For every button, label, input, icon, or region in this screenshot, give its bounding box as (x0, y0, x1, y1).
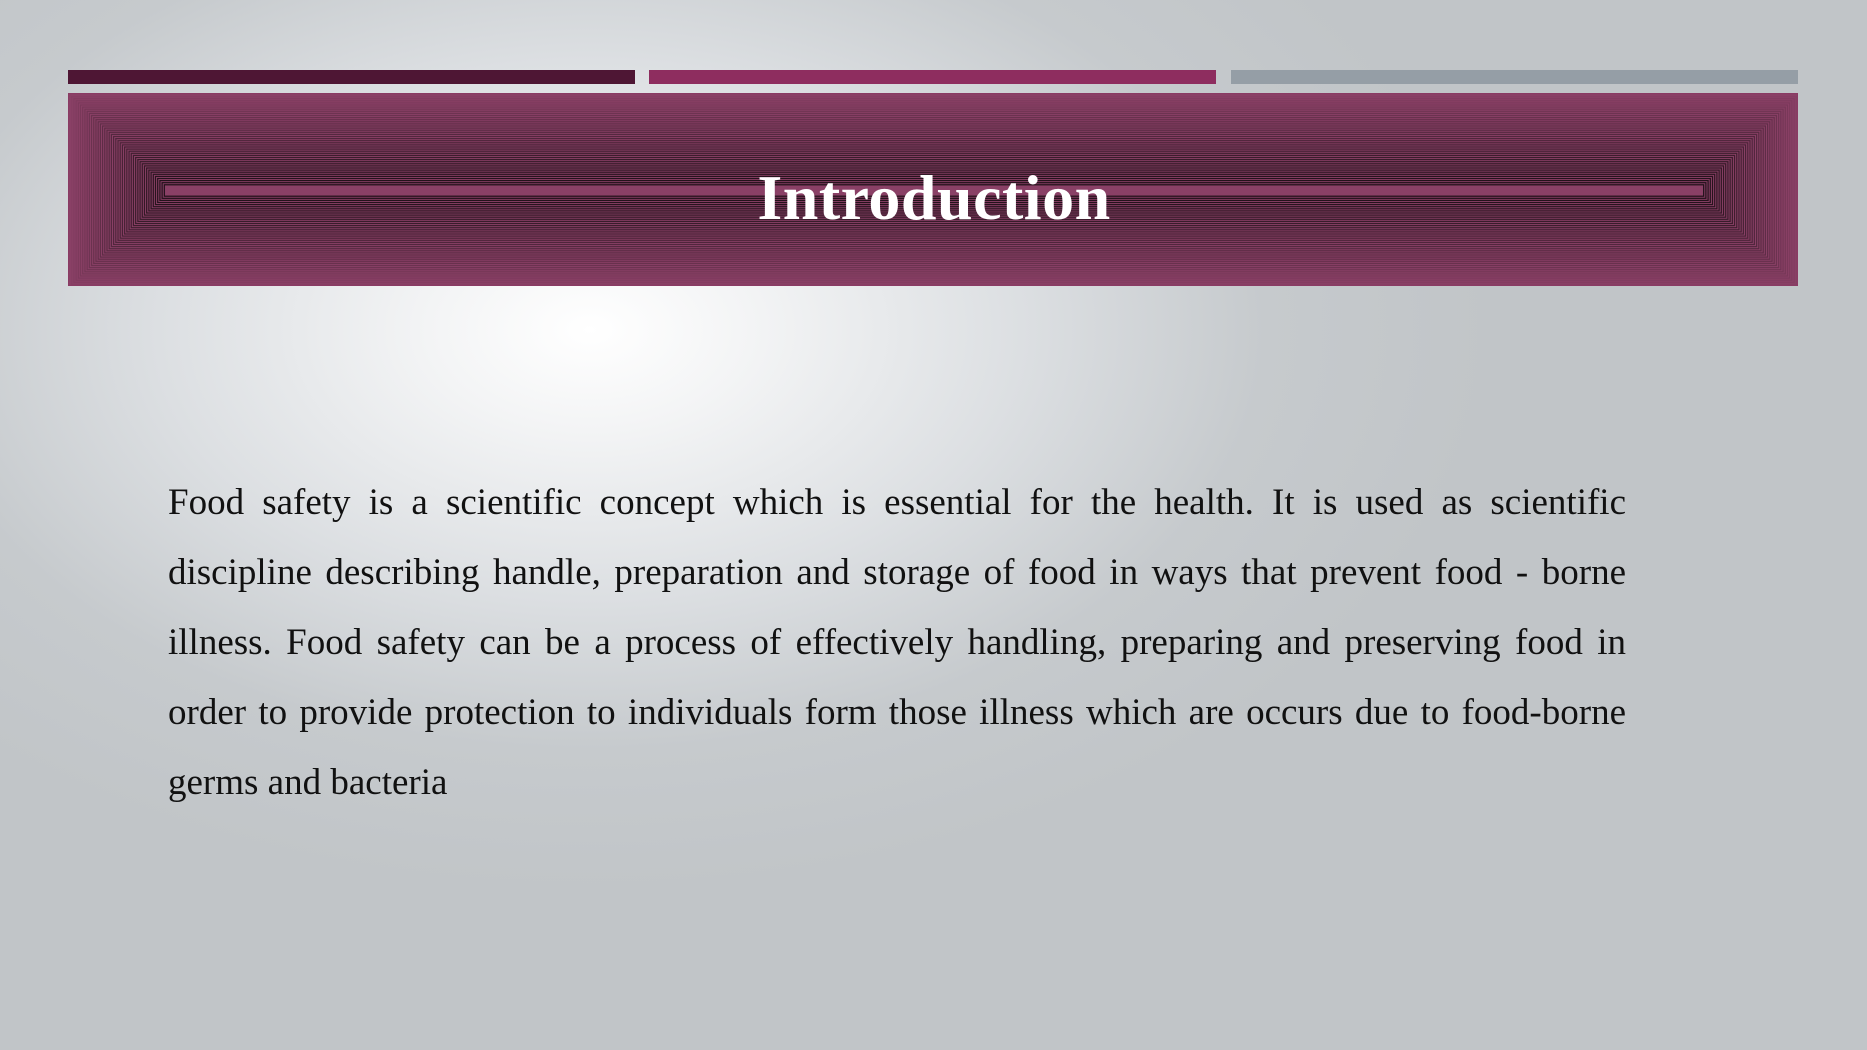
slide-title: Introduction (757, 162, 1111, 233)
slide-body-text: Food safety is a scientific concept which is essential for the health. It is used as scientific discipline describing handle, preparation and storage of food in ways that prevent food - borne illness. Food safety can be a process of effectively handling, preparing and preserving food in order to provide protection to individuals form those illness which are occurs due to food-borne germs and bacteria (168, 482, 1626, 803)
accent-bar-gray (1231, 70, 1798, 84)
accent-bar-dark (68, 70, 635, 84)
title-banner (68, 93, 1798, 286)
accent-bar-magenta (649, 70, 1216, 84)
